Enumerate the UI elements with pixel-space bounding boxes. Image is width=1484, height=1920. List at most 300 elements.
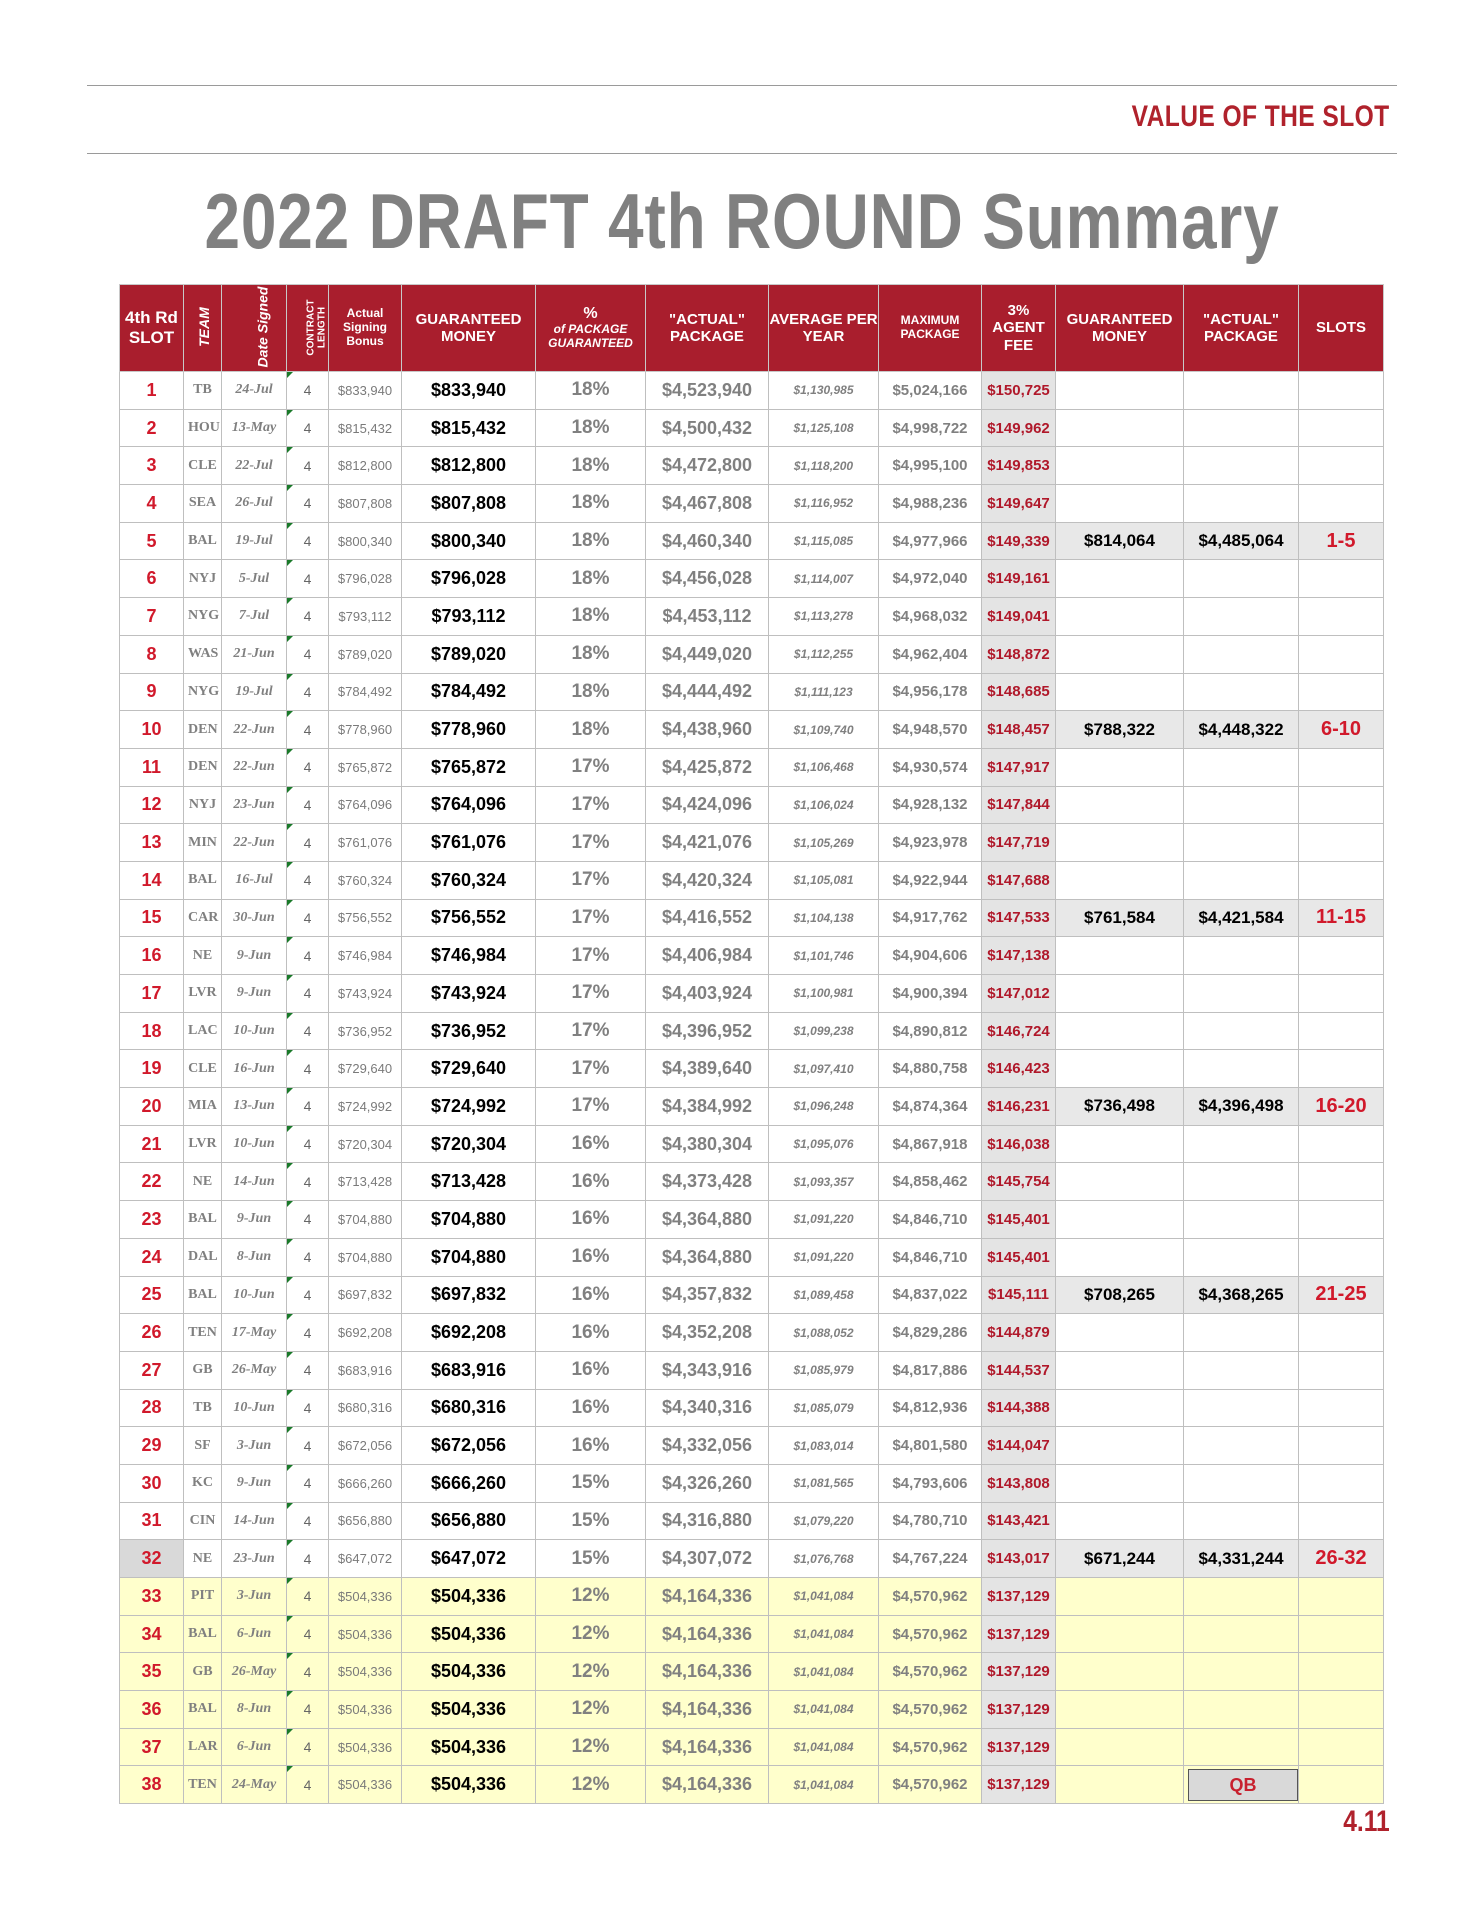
date-cell: 23-Jun bbox=[222, 1540, 287, 1578]
signing-bonus-cell: $504,336 bbox=[329, 1578, 402, 1616]
empty-summary-cell bbox=[1184, 748, 1299, 786]
length-cell: 4 bbox=[287, 1766, 329, 1804]
qb-cell bbox=[1184, 1766, 1299, 1804]
pct-cell: 15% bbox=[536, 1540, 646, 1578]
max-package-cell: $4,972,040 bbox=[879, 560, 982, 598]
col-sum-guaranteed: GUARANTEED MONEY bbox=[1056, 285, 1184, 372]
team-cell: NYG bbox=[184, 598, 222, 636]
empty-summary-cell bbox=[1299, 1389, 1384, 1427]
empty-summary-cell bbox=[1299, 1238, 1384, 1276]
agent-fee-cell: $144,388 bbox=[982, 1389, 1056, 1427]
max-package-cell: $4,977,966 bbox=[879, 522, 982, 560]
signing-bonus-cell: $724,992 bbox=[329, 1088, 402, 1126]
avg-per-year-cell: $1,081,565 bbox=[769, 1464, 879, 1502]
avg-per-year-cell: $1,095,076 bbox=[769, 1125, 879, 1163]
pct-cell: 18% bbox=[536, 485, 646, 523]
slot-cell: 15 bbox=[120, 899, 184, 937]
pct-cell: 17% bbox=[536, 786, 646, 824]
date-cell: 5-Jul bbox=[222, 560, 287, 598]
table-row bbox=[120, 409, 1384, 447]
empty-summary-cell bbox=[1056, 1389, 1184, 1427]
group-guaranteed-cell: $671,244 bbox=[1056, 1540, 1184, 1578]
table-row bbox=[120, 1088, 1384, 1126]
empty-summary-cell bbox=[1184, 1728, 1299, 1766]
slot-cell: 27 bbox=[120, 1351, 184, 1389]
avg-per-year-cell: $1,096,248 bbox=[769, 1088, 879, 1126]
max-package-cell: $4,962,404 bbox=[879, 635, 982, 673]
max-package-cell: $4,948,570 bbox=[879, 711, 982, 749]
signing-bonus-cell: $692,208 bbox=[329, 1314, 402, 1352]
table-row bbox=[120, 1201, 1384, 1239]
empty-summary-cell bbox=[1299, 485, 1384, 523]
empty-summary-cell bbox=[1056, 447, 1184, 485]
empty-summary-cell bbox=[1299, 1578, 1384, 1616]
length-cell: 4 bbox=[287, 1389, 329, 1427]
max-package-cell: $4,570,962 bbox=[879, 1766, 982, 1804]
team-cell: BAL bbox=[184, 1691, 222, 1729]
empty-summary-cell bbox=[1184, 1691, 1299, 1729]
guaranteed-cell: $666,260 bbox=[402, 1464, 536, 1502]
empty-summary-cell bbox=[1184, 372, 1299, 410]
empty-summary-cell bbox=[1056, 937, 1184, 975]
pct-cell: 16% bbox=[536, 1201, 646, 1239]
guaranteed-cell: $704,880 bbox=[402, 1201, 536, 1239]
group-guaranteed-cell: $814,064 bbox=[1056, 522, 1184, 560]
date-cell: 30-Jun bbox=[222, 899, 287, 937]
guaranteed-cell: $796,028 bbox=[402, 560, 536, 598]
team-cell: SF bbox=[184, 1427, 222, 1465]
length-cell: 4 bbox=[287, 1276, 329, 1314]
actual-package-cell: $4,357,832 bbox=[646, 1276, 769, 1314]
empty-summary-cell bbox=[1184, 1351, 1299, 1389]
empty-summary-cell bbox=[1056, 1653, 1184, 1691]
pct-cell: 15% bbox=[536, 1464, 646, 1502]
table-body bbox=[120, 372, 1384, 1804]
table-row bbox=[120, 1615, 1384, 1653]
slot-cell: 17 bbox=[120, 975, 184, 1013]
guaranteed-cell: $656,880 bbox=[402, 1502, 536, 1540]
empty-summary-cell bbox=[1299, 560, 1384, 598]
signing-bonus-cell: $760,324 bbox=[329, 861, 402, 899]
empty-summary-cell bbox=[1056, 1012, 1184, 1050]
table-row bbox=[120, 447, 1384, 485]
agent-fee-cell: $145,401 bbox=[982, 1201, 1056, 1239]
date-cell: 23-Jun bbox=[222, 786, 287, 824]
team-cell: BAL bbox=[184, 1201, 222, 1239]
col-slot: 4th Rd SLOT bbox=[120, 285, 184, 372]
actual-package-cell: $4,425,872 bbox=[646, 748, 769, 786]
empty-summary-cell bbox=[1184, 560, 1299, 598]
team-cell: HOU bbox=[184, 409, 222, 447]
agent-fee-cell: $147,138 bbox=[982, 937, 1056, 975]
empty-summary-cell bbox=[1056, 861, 1184, 899]
actual-package-cell: $4,164,336 bbox=[646, 1653, 769, 1691]
guaranteed-cell: $833,940 bbox=[402, 372, 536, 410]
actual-package-cell: $4,316,880 bbox=[646, 1502, 769, 1540]
max-package-cell: $4,956,178 bbox=[879, 673, 982, 711]
actual-package-cell: $4,472,800 bbox=[646, 447, 769, 485]
empty-summary-cell bbox=[1299, 1766, 1384, 1804]
pct-cell: 12% bbox=[536, 1728, 646, 1766]
slot-cell: 32 bbox=[120, 1540, 184, 1578]
date-cell: 9-Jun bbox=[222, 975, 287, 1013]
length-cell: 4 bbox=[287, 861, 329, 899]
slot-cell: 2 bbox=[120, 409, 184, 447]
col-date: Date Signed bbox=[222, 285, 287, 372]
empty-summary-cell bbox=[1056, 1201, 1184, 1239]
team-cell: KC bbox=[184, 1464, 222, 1502]
table-row bbox=[120, 1238, 1384, 1276]
max-package-cell: $4,904,606 bbox=[879, 937, 982, 975]
table-row bbox=[120, 1578, 1384, 1616]
agent-fee-cell: $144,047 bbox=[982, 1427, 1056, 1465]
max-package-cell: $4,570,962 bbox=[879, 1653, 982, 1691]
table-row bbox=[120, 673, 1384, 711]
actual-package-cell: $4,364,880 bbox=[646, 1201, 769, 1239]
col-slots: SLOTS bbox=[1299, 285, 1384, 372]
agent-fee-cell: $147,917 bbox=[982, 748, 1056, 786]
max-package-cell: $4,767,224 bbox=[879, 1540, 982, 1578]
max-package-cell: $4,570,962 bbox=[879, 1615, 982, 1653]
empty-summary-cell bbox=[1184, 1389, 1299, 1427]
actual-package-cell: $4,420,324 bbox=[646, 861, 769, 899]
slot-range-cell: 1-5 bbox=[1299, 522, 1384, 560]
max-package-cell: $4,780,710 bbox=[879, 1502, 982, 1540]
guaranteed-cell: $704,880 bbox=[402, 1238, 536, 1276]
avg-per-year-cell: $1,106,024 bbox=[769, 786, 879, 824]
empty-summary-cell bbox=[1299, 1163, 1384, 1201]
max-package-cell: $4,900,394 bbox=[879, 975, 982, 1013]
date-cell: 22-Jun bbox=[222, 711, 287, 749]
table-row bbox=[120, 748, 1384, 786]
actual-package-cell: $4,164,336 bbox=[646, 1728, 769, 1766]
table-row bbox=[120, 1351, 1384, 1389]
empty-summary-cell bbox=[1299, 1653, 1384, 1691]
max-package-cell: $4,812,936 bbox=[879, 1389, 982, 1427]
page-title: 2022 DRAFT 4th ROUND Summary bbox=[204, 177, 1280, 265]
agent-fee-cell: $137,129 bbox=[982, 1578, 1056, 1616]
col-length: CONTRACT LENGTH bbox=[287, 285, 329, 372]
table-row bbox=[120, 522, 1384, 560]
empty-summary-cell bbox=[1056, 372, 1184, 410]
agent-fee-cell: $147,688 bbox=[982, 861, 1056, 899]
slot-cell: 37 bbox=[120, 1728, 184, 1766]
empty-summary-cell bbox=[1184, 447, 1299, 485]
team-cell: GB bbox=[184, 1653, 222, 1691]
table-row bbox=[120, 372, 1384, 410]
avg-per-year-cell: $1,097,410 bbox=[769, 1050, 879, 1088]
date-cell: 19-Jul bbox=[222, 522, 287, 560]
avg-per-year-cell: $1,100,981 bbox=[769, 975, 879, 1013]
slot-cell: 13 bbox=[120, 824, 184, 862]
slot-cell: 14 bbox=[120, 861, 184, 899]
length-cell: 4 bbox=[287, 1615, 329, 1653]
length-cell: 4 bbox=[287, 1427, 329, 1465]
slot-range-cell: 16-20 bbox=[1299, 1088, 1384, 1126]
empty-summary-cell bbox=[1299, 1427, 1384, 1465]
signing-bonus-cell: $756,552 bbox=[329, 899, 402, 937]
group-guaranteed-cell: $708,265 bbox=[1056, 1276, 1184, 1314]
agent-fee-cell: $137,129 bbox=[982, 1728, 1056, 1766]
empty-summary-cell bbox=[1299, 786, 1384, 824]
signing-bonus-cell: $697,832 bbox=[329, 1276, 402, 1314]
team-cell: CAR bbox=[184, 899, 222, 937]
date-cell: 19-Jul bbox=[222, 673, 287, 711]
length-cell: 4 bbox=[287, 711, 329, 749]
avg-per-year-cell: $1,089,458 bbox=[769, 1276, 879, 1314]
team-cell: TEN bbox=[184, 1314, 222, 1352]
avg-per-year-cell: $1,116,952 bbox=[769, 485, 879, 523]
team-cell: NYJ bbox=[184, 560, 222, 598]
max-package-cell: $4,570,962 bbox=[879, 1578, 982, 1616]
group-actual-cell: $4,396,498 bbox=[1184, 1088, 1299, 1126]
agent-fee-cell: $149,161 bbox=[982, 560, 1056, 598]
avg-per-year-cell: $1,041,084 bbox=[769, 1691, 879, 1729]
pct-cell: 18% bbox=[536, 711, 646, 749]
guaranteed-cell: $761,076 bbox=[402, 824, 536, 862]
guaranteed-cell: $789,020 bbox=[402, 635, 536, 673]
empty-summary-cell bbox=[1299, 975, 1384, 1013]
agent-fee-cell: $145,401 bbox=[982, 1238, 1056, 1276]
col-guaranteed: GUARANTEED MONEY bbox=[402, 285, 536, 372]
actual-package-cell: $4,396,952 bbox=[646, 1012, 769, 1050]
pct-cell: 18% bbox=[536, 522, 646, 560]
slot-cell: 7 bbox=[120, 598, 184, 636]
slot-cell: 11 bbox=[120, 748, 184, 786]
empty-summary-cell bbox=[1056, 1615, 1184, 1653]
slot-cell: 22 bbox=[120, 1163, 184, 1201]
avg-per-year-cell: $1,088,052 bbox=[769, 1314, 879, 1352]
guaranteed-cell: $812,800 bbox=[402, 447, 536, 485]
group-actual-cell: $4,485,064 bbox=[1184, 522, 1299, 560]
empty-summary-cell bbox=[1184, 1012, 1299, 1050]
empty-summary-cell bbox=[1056, 824, 1184, 862]
signing-bonus-cell: $683,916 bbox=[329, 1351, 402, 1389]
team-cell: NE bbox=[184, 937, 222, 975]
guaranteed-cell: $713,428 bbox=[402, 1163, 536, 1201]
agent-fee-cell: $148,457 bbox=[982, 711, 1056, 749]
slot-cell: 5 bbox=[120, 522, 184, 560]
pct-cell: 16% bbox=[536, 1276, 646, 1314]
agent-fee-cell: $137,129 bbox=[982, 1615, 1056, 1653]
table-row bbox=[120, 975, 1384, 1013]
actual-package-cell: $4,500,432 bbox=[646, 409, 769, 447]
actual-package-cell: $4,364,880 bbox=[646, 1238, 769, 1276]
guaranteed-cell: $815,432 bbox=[402, 409, 536, 447]
actual-package-cell: $4,453,112 bbox=[646, 598, 769, 636]
empty-summary-cell bbox=[1184, 1578, 1299, 1616]
actual-package-cell: $4,416,552 bbox=[646, 899, 769, 937]
length-cell: 4 bbox=[287, 1238, 329, 1276]
avg-per-year-cell: $1,085,079 bbox=[769, 1389, 879, 1427]
group-guaranteed-cell: $788,322 bbox=[1056, 711, 1184, 749]
empty-summary-cell bbox=[1299, 1615, 1384, 1653]
empty-summary-cell bbox=[1056, 1728, 1184, 1766]
date-cell: 10-Jun bbox=[222, 1125, 287, 1163]
empty-summary-cell bbox=[1184, 1615, 1299, 1653]
slot-cell: 26 bbox=[120, 1314, 184, 1352]
table-row bbox=[120, 1276, 1384, 1314]
agent-fee-cell: $144,537 bbox=[982, 1351, 1056, 1389]
date-cell: 6-Jun bbox=[222, 1615, 287, 1653]
team-cell: LAR bbox=[184, 1728, 222, 1766]
agent-fee-cell: $143,808 bbox=[982, 1464, 1056, 1502]
signing-bonus-cell: $504,336 bbox=[329, 1653, 402, 1691]
actual-package-cell: $4,421,076 bbox=[646, 824, 769, 862]
avg-per-year-cell: $1,091,220 bbox=[769, 1201, 879, 1239]
signing-bonus-cell: $812,800 bbox=[329, 447, 402, 485]
max-package-cell: $4,867,918 bbox=[879, 1125, 982, 1163]
actual-package-cell: $4,340,316 bbox=[646, 1389, 769, 1427]
signing-bonus-cell: $704,880 bbox=[329, 1201, 402, 1239]
date-cell: 22-Jul bbox=[222, 447, 287, 485]
table-row bbox=[120, 861, 1384, 899]
empty-summary-cell bbox=[1299, 447, 1384, 485]
actual-package-cell: $4,352,208 bbox=[646, 1314, 769, 1352]
guaranteed-cell: $683,916 bbox=[402, 1351, 536, 1389]
table-row bbox=[120, 899, 1384, 937]
section-title: VALUE OF THE SLOT bbox=[1132, 100, 1390, 133]
pct-cell: 17% bbox=[536, 899, 646, 937]
length-cell: 4 bbox=[287, 409, 329, 447]
signing-bonus-cell: $765,872 bbox=[329, 748, 402, 786]
agent-fee-cell: $148,872 bbox=[982, 635, 1056, 673]
date-cell: 16-Jun bbox=[222, 1050, 287, 1088]
empty-summary-cell bbox=[1056, 1427, 1184, 1465]
length-cell: 4 bbox=[287, 1728, 329, 1766]
actual-package-cell: $4,424,096 bbox=[646, 786, 769, 824]
signing-bonus-cell: $680,316 bbox=[329, 1389, 402, 1427]
agent-fee-cell: $149,041 bbox=[982, 598, 1056, 636]
avg-per-year-cell: $1,083,014 bbox=[769, 1427, 879, 1465]
max-package-cell: $4,917,762 bbox=[879, 899, 982, 937]
date-cell: 6-Jun bbox=[222, 1728, 287, 1766]
max-package-cell: $4,928,132 bbox=[879, 786, 982, 824]
length-cell: 4 bbox=[287, 1125, 329, 1163]
table-row bbox=[120, 937, 1384, 975]
guaranteed-cell: $760,324 bbox=[402, 861, 536, 899]
guaranteed-cell: $680,316 bbox=[402, 1389, 536, 1427]
pct-cell: 17% bbox=[536, 1012, 646, 1050]
table-row bbox=[120, 1125, 1384, 1163]
date-cell: 21-Jun bbox=[222, 635, 287, 673]
empty-summary-cell bbox=[1056, 975, 1184, 1013]
table-row bbox=[120, 711, 1384, 749]
group-guaranteed-cell: $761,584 bbox=[1056, 899, 1184, 937]
empty-summary-cell bbox=[1299, 937, 1384, 975]
col-avg-per-year: AVERAGE PER YEAR bbox=[769, 285, 879, 372]
empty-summary-cell bbox=[1299, 1464, 1384, 1502]
actual-package-cell: $4,164,336 bbox=[646, 1615, 769, 1653]
group-actual-cell: $4,448,322 bbox=[1184, 711, 1299, 749]
date-cell: 3-Jun bbox=[222, 1427, 287, 1465]
actual-package-cell: $4,164,336 bbox=[646, 1578, 769, 1616]
team-cell: TB bbox=[184, 372, 222, 410]
agent-fee-cell: $137,129 bbox=[982, 1766, 1056, 1804]
guaranteed-cell: $778,960 bbox=[402, 711, 536, 749]
max-package-cell: $4,998,722 bbox=[879, 409, 982, 447]
team-cell: PIT bbox=[184, 1578, 222, 1616]
table-row bbox=[120, 1502, 1384, 1540]
agent-fee-cell: $149,647 bbox=[982, 485, 1056, 523]
signing-bonus-cell: $672,056 bbox=[329, 1427, 402, 1465]
date-cell: 26-May bbox=[222, 1653, 287, 1691]
length-cell: 4 bbox=[287, 1578, 329, 1616]
length-cell: 4 bbox=[287, 447, 329, 485]
date-cell: 10-Jun bbox=[222, 1012, 287, 1050]
length-cell: 4 bbox=[287, 372, 329, 410]
slot-cell: 23 bbox=[120, 1201, 184, 1239]
empty-summary-cell bbox=[1056, 598, 1184, 636]
empty-summary-cell bbox=[1299, 1201, 1384, 1239]
empty-summary-cell bbox=[1184, 1427, 1299, 1465]
empty-summary-cell bbox=[1299, 1728, 1384, 1766]
length-cell: 4 bbox=[287, 1050, 329, 1088]
guaranteed-cell: $800,340 bbox=[402, 522, 536, 560]
slot-range-cell: 21-25 bbox=[1299, 1276, 1384, 1314]
slot-cell: 3 bbox=[120, 447, 184, 485]
qb-label: QB bbox=[1188, 1769, 1298, 1801]
date-cell: 9-Jun bbox=[222, 1464, 287, 1502]
empty-summary-cell bbox=[1056, 1050, 1184, 1088]
top-rule bbox=[87, 85, 1397, 86]
table-row bbox=[120, 1728, 1384, 1766]
length-cell: 4 bbox=[287, 975, 329, 1013]
team-cell: NE bbox=[184, 1163, 222, 1201]
col-agent-fee: 3% AGENT FEE bbox=[982, 285, 1056, 372]
avg-per-year-cell: $1,041,084 bbox=[769, 1766, 879, 1804]
signing-bonus-cell: $793,112 bbox=[329, 598, 402, 636]
team-cell: CIN bbox=[184, 1502, 222, 1540]
guaranteed-cell: $764,096 bbox=[402, 786, 536, 824]
header-row bbox=[120, 285, 1384, 372]
guaranteed-cell: $720,304 bbox=[402, 1125, 536, 1163]
guaranteed-cell: $692,208 bbox=[402, 1314, 536, 1352]
empty-summary-cell bbox=[1056, 1351, 1184, 1389]
empty-summary-cell bbox=[1184, 409, 1299, 447]
pct-cell: 18% bbox=[536, 560, 646, 598]
avg-per-year-cell: $1,091,220 bbox=[769, 1238, 879, 1276]
length-cell: 4 bbox=[287, 1540, 329, 1578]
avg-per-year-cell: $1,041,084 bbox=[769, 1653, 879, 1691]
empty-summary-cell bbox=[1184, 1464, 1299, 1502]
signing-bonus-cell: $729,640 bbox=[329, 1050, 402, 1088]
signing-bonus-cell: $713,428 bbox=[329, 1163, 402, 1201]
max-package-cell: $5,024,166 bbox=[879, 372, 982, 410]
empty-summary-cell bbox=[1184, 824, 1299, 862]
pct-cell: 16% bbox=[536, 1351, 646, 1389]
group-actual-cell: $4,331,244 bbox=[1184, 1540, 1299, 1578]
avg-per-year-cell: $1,085,979 bbox=[769, 1351, 879, 1389]
page-number: 4.11 bbox=[1343, 1805, 1390, 1838]
empty-summary-cell bbox=[1299, 1691, 1384, 1729]
empty-summary-cell bbox=[1299, 635, 1384, 673]
date-cell: 10-Jun bbox=[222, 1389, 287, 1427]
avg-per-year-cell: $1,125,108 bbox=[769, 409, 879, 447]
signing-bonus-cell: $504,336 bbox=[329, 1615, 402, 1653]
avg-per-year-cell: $1,113,278 bbox=[769, 598, 879, 636]
slot-cell: 24 bbox=[120, 1238, 184, 1276]
guaranteed-cell: $765,872 bbox=[402, 748, 536, 786]
guaranteed-cell: $504,336 bbox=[402, 1615, 536, 1653]
guaranteed-cell: $724,992 bbox=[402, 1088, 536, 1126]
group-actual-cell: $4,421,584 bbox=[1184, 899, 1299, 937]
actual-package-cell: $4,164,336 bbox=[646, 1691, 769, 1729]
team-cell: DEN bbox=[184, 711, 222, 749]
pct-cell: 12% bbox=[536, 1615, 646, 1653]
table-row bbox=[120, 1389, 1384, 1427]
slot-cell: 6 bbox=[120, 560, 184, 598]
